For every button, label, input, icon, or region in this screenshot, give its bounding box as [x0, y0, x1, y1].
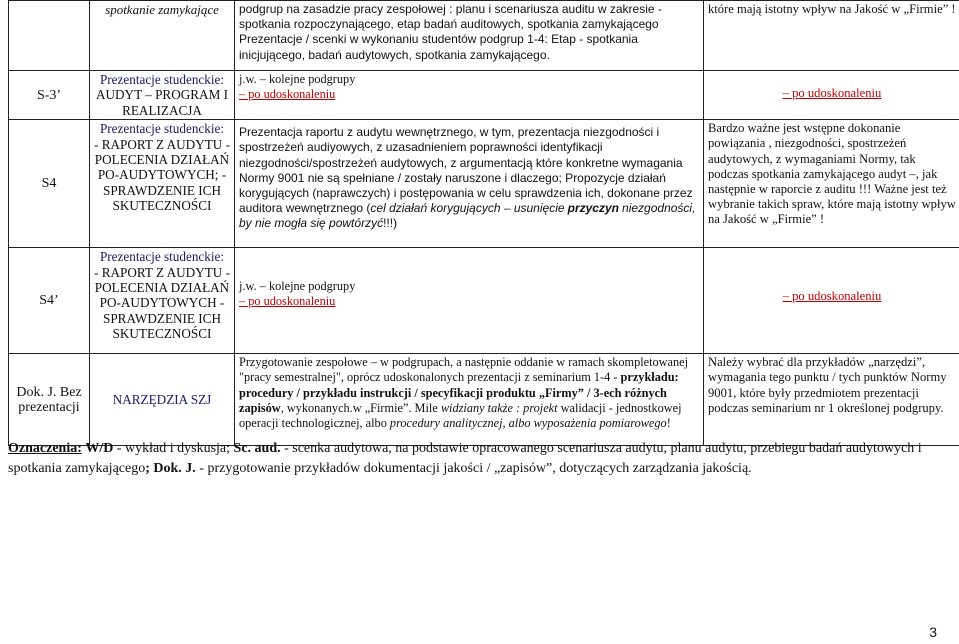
session-cell — [9, 1, 90, 71]
description-cell — [235, 71, 704, 120]
legend-text: - scenka audytowa, na podstawie opracowanego scenariusza audytu, planu audytu, przebiegu badań audytowych i spotkania zamykającego — [8, 441, 922, 476]
remarks-cell — [704, 1, 959, 71]
seminar-schedule-table — [8, 0, 959, 446]
legend-label: Oznaczenia: — [8, 441, 82, 456]
description-italic: cel działań korygujących – usunięcie — [370, 201, 565, 216]
table-row — [9, 248, 959, 354]
topic-heading: Prezentacje studenckie: — [99, 249, 225, 265]
session-cell: Dok. J. Bez prezentacji — [9, 354, 90, 446]
legend-text: - wykład i dyskusja; — [113, 441, 234, 456]
topic-cell — [90, 248, 235, 354]
topic-heading: NARZĘDZIA SZJ — [112, 392, 212, 408]
description-text: Prezentacja raportu z audytu wewnętrznego, w tym, prezentacja niezgodności i spostrzeżeń audiyowych, z uzasadnieniem poprawności identyfikacji niezgodności/spostrzeżeń audytowych, z argumentacją które konkretne wymagania Normy 9001 nie są spełniane / zostały naruszone i dlaczego; Propozycje działań korygujących (naprawczych) i postępowania w celu sprawdzenia ich, dokonane przez auditora wewnętrznego ( — [239, 125, 693, 216]
description-italic: widziany także : projekt — [440, 400, 558, 415]
description-text: ! — [666, 416, 671, 431]
description-cell — [235, 1, 704, 71]
table-row — [9, 354, 959, 446]
topic-text: - RAPORT Z AUDYTU - POLECENIA DZIAŁAŃ PO-AUDYTOWYCH; - SPRAWDZENIE ICH SKUTECZNOŚCI — [94, 136, 230, 214]
remarks-cell — [704, 71, 959, 120]
remarks-cell — [704, 120, 959, 248]
session-cell: S4’ — [9, 248, 90, 354]
legend-notes — [8, 439, 953, 479]
description-text: !!!) — [383, 216, 398, 231]
table-row — [9, 1, 959, 71]
description-italic: procedury analitycznej, albo wyposażenia pomiarowego — [389, 416, 667, 431]
legend-term: Sc. aud. — [233, 441, 281, 456]
topic-heading: Prezentacje studenckie: — [99, 72, 225, 87]
session-cell: S-3’ — [9, 71, 90, 120]
improvement-note: – po udoskonaleniu — [782, 289, 882, 304]
description-text: walidacji - jednostkowej operacji technologicznej, albo — [239, 400, 682, 431]
table-row — [9, 71, 959, 120]
description-text: j.w. – kolejne podgrupy — [239, 72, 356, 86]
topic-cell — [90, 1, 235, 71]
description-text: podgrup na zasadzie pracy zespołowej : planu i scenariusza auditu w zakresie - spotkania rozpoczynającego, etap badań auditowych, spotkania zamykającego Prezentacje / scenki w wykonaniu studentów podgrup 1-4: Etap - spotkania inicjującego, badań audytowych, spotkania zamykającego. — [239, 2, 662, 62]
legend-text: - przygotowanie przykładów dokumentacji jakości / „zapisów”, dotyczących zarządzania jakością. — [195, 461, 752, 476]
topic-text: AUDYT – PROGRAM I REALIZACJA — [95, 87, 228, 118]
improvement-note: – po udoskonaleniu — [239, 294, 336, 309]
session-cell: S4 — [9, 120, 90, 248]
topic-cell — [90, 120, 235, 248]
table-row — [9, 120, 959, 248]
topic-cell — [90, 354, 235, 446]
legend-term: W/D — [85, 441, 114, 456]
description-text: , wykonanych.w „Firmie”. Mile — [280, 400, 441, 415]
remarks-cell — [704, 354, 959, 446]
remarks-text: które mają istotny wpływ na Jakość w „Firmie” ! — [708, 2, 956, 16]
description-bold: przykładu: procedury / przykładu instrukcji / specyfikacji produktu „Firmy” / 3-ech różnych zapisów — [239, 370, 679, 415]
remarks-text: Bardzo ważne jest wstępne dokonanie powiązania , niezgodności, spostrzeżeń audytowych, z wymaganiami Normy, tak podczas spotkania zamykającego audyt –, jak następnie w raporcie z auditu !!! Ważne jest też wybranie takich spraw, które mają istotny wpływ na Jakość w „Firmie” ! — [708, 121, 956, 227]
description-cell — [235, 120, 704, 248]
remarks-text: Należy wybrać dla przykładów „narzędzi”, wymagania tego punktu / tych punktów Normy 9001, które były przedmiotem prezentacji podczas seminarium nr 1 określonej podgrupy. — [708, 355, 947, 415]
improvement-note: – po udoskonaleniu — [782, 86, 882, 100]
improvement-note: – po udoskonaleniu — [239, 87, 336, 102]
topic-cell — [90, 71, 235, 120]
description-cell — [235, 248, 704, 354]
description-cell — [235, 354, 704, 446]
topic-text: - RAPORT Z AUDYTU - POLECENIA DZIAŁAŃ PO-AUDYTOWYCH - SPRAWDZENIE ICH SKUTECZNOŚCI — [94, 264, 230, 342]
topic-heading: Prezentacje studenckie: — [99, 121, 225, 137]
legend-term: ; Dok. J. — [145, 461, 196, 476]
description-bold: przyczyn — [567, 201, 619, 216]
description-text: Przygotowanie zespołowe – w podgrupach, a następnie oddanie w ramach skompletowanej "pracy semestralnej", oprócz udoskonalonych prezentacji z seminarium 1-4 - — [239, 355, 689, 385]
remarks-cell — [704, 248, 959, 354]
topic-text: spotkanie zamykające — [105, 2, 219, 17]
description-italic: niezgodności, by nie mogła się powtórzyć — [239, 201, 696, 231]
page-number: 3 — [929, 624, 937, 640]
description-text: j.w. – kolejne podgrupy — [239, 279, 356, 294]
